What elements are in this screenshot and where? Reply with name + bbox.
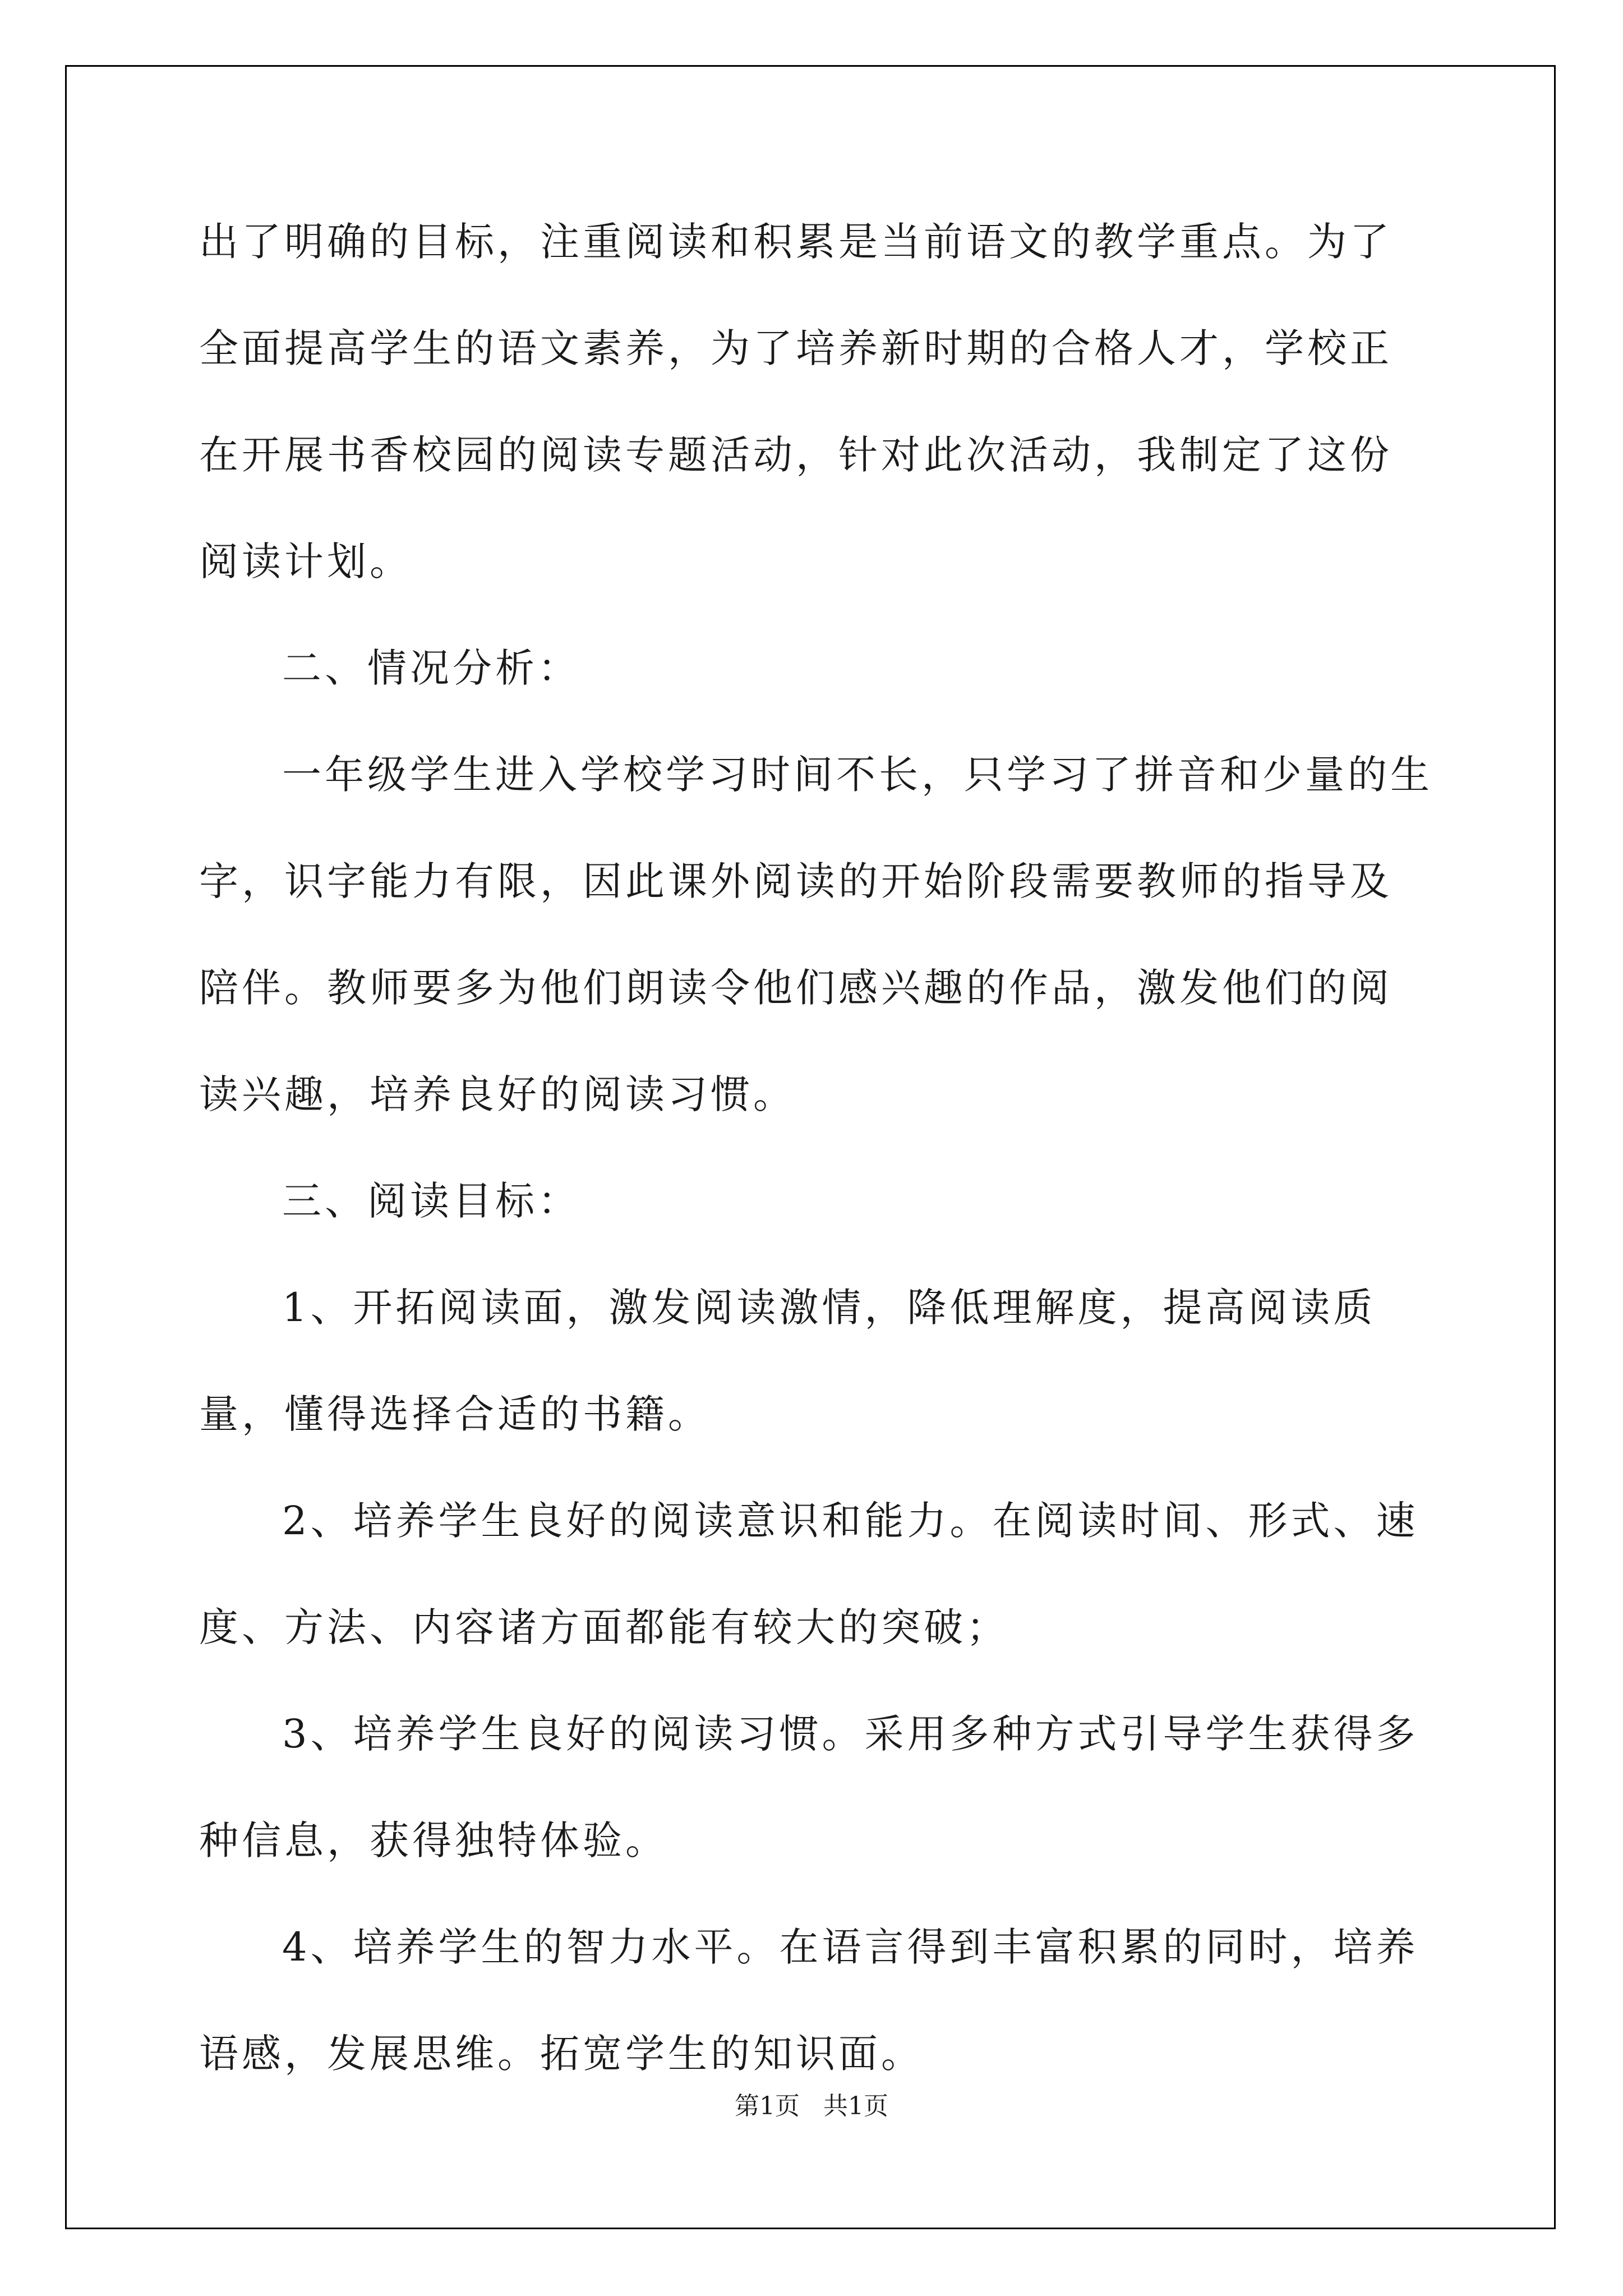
- goal-item-3: 3、培养学生良好的阅读习惯。采用多种方式引导学生获得多种信息，获得独特体验。: [199, 1711, 1419, 1864]
- document-body: [199, 188, 1433, 2107]
- goal-item-4: 4、培养学生的智力水平。在语言得到丰富积累的同时，培养语感，发展思维。拓宽学生的知识面。: [199, 1924, 1419, 2077]
- paragraph-situation: 一年级学生进入学校学习时间不长，只学习了拼音和少量的生字，识字能力有限，因此课外阅读的开始阶段需要教师的指导及陪伴。教师要多为他们朗读令他们感兴趣的作品，激发他们的阅读兴趣，培养良好的阅读习惯。: [199, 752, 1433, 1117]
- goal-item-1: 1、开拓阅读面，激发阅读激情，降低理解度，提高阅读质量，懂得选择合适的书籍。: [199, 1285, 1376, 1437]
- goal-item-2: 2、培养学生良好的阅读意识和能力。在阅读时间、形式、速度、方法、内容诸方面都能有较大的突破；: [199, 1498, 1419, 1650]
- paragraph-intro: 出了明确的目标，注重阅读和积累是当前语文的教学重点。为了全面提高学生的语文素养，为了培养新时期的合格人才，学校正在开展书香校园的阅读专题活动，针对此次活动，我制定了这份阅读计划。: [199, 219, 1393, 585]
- heading-situation-analysis: 二、情况分析：: [282, 645, 580, 691]
- heading-reading-goals: 三、阅读目标：: [282, 1178, 580, 1224]
- page-footer: 第1页 共1页: [735, 2092, 888, 2120]
